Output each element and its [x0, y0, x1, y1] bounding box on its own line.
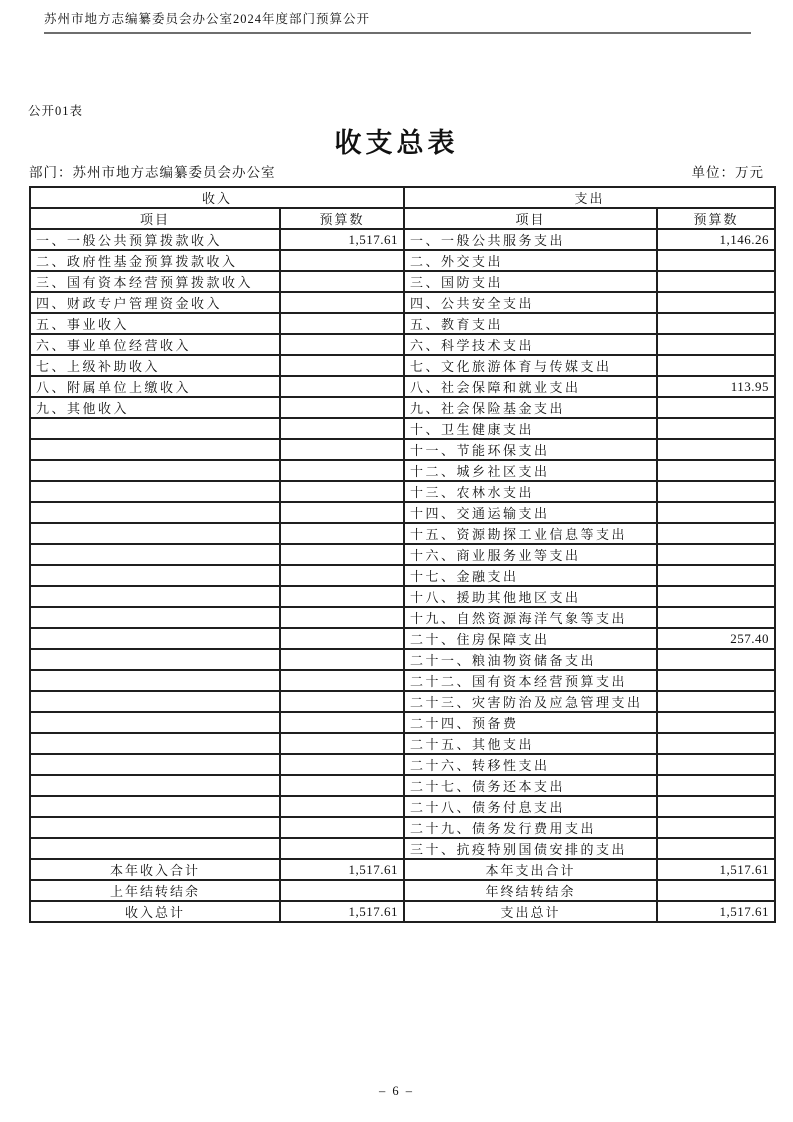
income-budget-cell — [280, 817, 404, 838]
income-item-cell: 八、附属单位上缴收入 — [30, 376, 280, 397]
income-item-cell — [30, 817, 280, 838]
income-budget-cell — [280, 292, 404, 313]
expense-budget-cell — [657, 754, 775, 775]
expense-section-header: 支出 — [404, 187, 775, 208]
income-item-cell — [30, 649, 280, 670]
expense-item-cell: 二十九、债务发行费用支出 — [404, 817, 657, 838]
expense-budget-cell — [657, 838, 775, 859]
income-item-cell — [30, 544, 280, 565]
income-budget-cell — [280, 775, 404, 796]
expense-budget-cell — [657, 712, 775, 733]
income-item-cell — [30, 460, 280, 481]
expense-item-cell: 十八、援助其他地区支出 — [404, 586, 657, 607]
table-row — [30, 271, 775, 292]
table-row — [30, 250, 775, 271]
expense-item-cell: 十七、金融支出 — [404, 565, 657, 586]
income-budget-cell — [280, 649, 404, 670]
income-item-cell — [30, 565, 280, 586]
expense-budget-cell — [657, 502, 775, 523]
income-item-cell — [30, 670, 280, 691]
income-budget-cell — [280, 250, 404, 271]
expense-item-cell: 四、公共安全支出 — [404, 292, 657, 313]
income-budget-cell — [280, 376, 404, 397]
expense-budget-cell — [657, 250, 775, 271]
table-row — [30, 439, 775, 460]
table-row — [30, 586, 775, 607]
income-item-cell — [30, 502, 280, 523]
expense-budget-cell — [657, 649, 775, 670]
revenue-expenditure-table — [29, 186, 776, 923]
income-total-label-cell: 本年收入合计 — [30, 859, 280, 880]
income-budget-cell — [280, 838, 404, 859]
page-number: – 6 – — [379, 1084, 414, 1098]
expense-item-cell: 五、教育支出 — [404, 313, 657, 334]
summary-table-footer — [30, 859, 775, 922]
income-budget-cell — [280, 439, 404, 460]
expense-item-cell: 二、外交支出 — [404, 250, 657, 271]
unit-label: 单位：万元 — [691, 165, 764, 180]
income-budget-cell: 1,517.61 — [280, 229, 404, 250]
page-title: 收支总表 — [334, 128, 459, 158]
income-item-cell — [30, 691, 280, 712]
expense-budget-cell: 113.95 — [657, 376, 775, 397]
income-item-cell: 九、其他收入 — [30, 397, 280, 418]
table-row — [30, 565, 775, 586]
income-total-value-cell: 1,517.61 — [280, 901, 404, 922]
expense-item-cell: 十三、农林水支出 — [404, 481, 657, 502]
income-item-cell — [30, 418, 280, 439]
income-item-cell: 一、一般公共预算拨款收入 — [30, 229, 280, 250]
income-budget-cell — [280, 628, 404, 649]
expense-total-label-cell: 支出总计 — [404, 901, 657, 922]
expense-total-label-cell: 本年支出合计 — [404, 859, 657, 880]
table-row — [30, 292, 775, 313]
expense-item-cell: 二十五、其他支出 — [404, 733, 657, 754]
income-budget-cell — [280, 586, 404, 607]
expense-budget-cell — [657, 418, 775, 439]
expense-budget-cell — [657, 481, 775, 502]
expense-budget-cell — [657, 796, 775, 817]
income-budget-cell — [280, 670, 404, 691]
income-budget-cell — [280, 523, 404, 544]
income-item-cell — [30, 775, 280, 796]
income-budget-column-header: 预算数 — [280, 208, 404, 229]
meta-row — [29, 161, 764, 181]
expense-budget-cell — [657, 355, 775, 376]
table-footer-row — [30, 859, 775, 880]
income-budget-cell — [280, 418, 404, 439]
table-row — [30, 544, 775, 565]
table-row — [30, 838, 775, 859]
expense-item-cell: 一、一般公共服务支出 — [404, 229, 657, 250]
income-budget-cell — [280, 502, 404, 523]
table-row — [30, 355, 775, 376]
income-budget-cell — [280, 271, 404, 292]
expense-total-value-cell — [657, 880, 775, 901]
income-budget-cell — [280, 796, 404, 817]
income-budget-cell — [280, 355, 404, 376]
income-item-cell: 七、上级补助收入 — [30, 355, 280, 376]
expense-item-cell: 八、社会保障和就业支出 — [404, 376, 657, 397]
expense-item-cell: 九、社会保险基金支出 — [404, 397, 657, 418]
expense-item-cell: 三十、抗疫特别国债安排的支出 — [404, 838, 657, 859]
income-item-cell — [30, 733, 280, 754]
income-item-cell: 四、财政专户管理资金收入 — [30, 292, 280, 313]
expense-item-cell: 十四、交通运输支出 — [404, 502, 657, 523]
income-budget-cell — [280, 754, 404, 775]
table-row — [30, 670, 775, 691]
table-row — [30, 817, 775, 838]
table-row — [30, 628, 775, 649]
table-footer-row — [30, 880, 775, 901]
income-item-cell: 五、事业收入 — [30, 313, 280, 334]
table-row — [30, 691, 775, 712]
table-row — [30, 418, 775, 439]
expense-budget-cell — [657, 271, 775, 292]
expense-budget-cell: 257.40 — [657, 628, 775, 649]
expense-budget-cell — [657, 817, 775, 838]
expense-item-cell: 二十八、债务付息支出 — [404, 796, 657, 817]
expense-item-cell: 三、国防支出 — [404, 271, 657, 292]
income-item-cell — [30, 796, 280, 817]
expense-budget-cell — [657, 523, 775, 544]
table-row — [30, 229, 775, 250]
income-total-label-cell: 上年结转结余 — [30, 880, 280, 901]
expense-item-cell: 二十七、债务还本支出 — [404, 775, 657, 796]
income-budget-cell — [280, 565, 404, 586]
table-row — [30, 712, 775, 733]
income-item-column-header: 项目 — [30, 208, 280, 229]
expense-item-cell: 十二、城乡社区支出 — [404, 460, 657, 481]
expense-item-cell: 七、文化旅游体育与传媒支出 — [404, 355, 657, 376]
column-header-row — [30, 208, 775, 229]
expense-budget-cell — [657, 586, 775, 607]
income-item-cell — [30, 712, 280, 733]
expense-item-cell: 十九、自然资源海洋气象等支出 — [404, 607, 657, 628]
income-item-cell — [30, 586, 280, 607]
income-item-cell — [30, 838, 280, 859]
income-section-header: 收入 — [30, 187, 404, 208]
expense-item-cell: 十、卫生健康支出 — [404, 418, 657, 439]
expense-item-cell: 二十六、转移性支出 — [404, 754, 657, 775]
expense-budget-column-header: 预算数 — [657, 208, 775, 229]
income-budget-cell — [280, 460, 404, 481]
expense-total-value-cell: 1,517.61 — [657, 901, 775, 922]
income-item-cell: 六、事业单位经营收入 — [30, 334, 280, 355]
expense-item-cell: 十六、商业服务业等支出 — [404, 544, 657, 565]
expense-budget-cell — [657, 607, 775, 628]
summary-table-body — [30, 229, 775, 859]
expense-budget-cell: 1,146.26 — [657, 229, 775, 250]
table-row — [30, 607, 775, 628]
table-row — [30, 796, 775, 817]
expense-item-cell: 十一、节能环保支出 — [404, 439, 657, 460]
income-budget-cell — [280, 712, 404, 733]
expense-item-cell: 二十一、粮油物资储备支出 — [404, 649, 657, 670]
table-row — [30, 649, 775, 670]
expense-budget-cell — [657, 397, 775, 418]
expense-budget-cell — [657, 334, 775, 355]
income-item-cell — [30, 481, 280, 502]
table-footer-row — [30, 901, 775, 922]
table-row — [30, 502, 775, 523]
income-budget-cell — [280, 733, 404, 754]
expense-total-value-cell: 1,517.61 — [657, 859, 775, 880]
income-item-cell: 二、政府性基金预算拨款收入 — [30, 250, 280, 271]
income-total-value-cell: 1,517.61 — [280, 859, 404, 880]
expense-budget-cell — [657, 439, 775, 460]
income-budget-cell — [280, 313, 404, 334]
expense-item-cell: 二十三、灾害防治及应急管理支出 — [404, 691, 657, 712]
expense-budget-cell — [657, 313, 775, 334]
income-item-cell — [30, 523, 280, 544]
table-row — [30, 397, 775, 418]
income-item-cell — [30, 607, 280, 628]
expense-budget-cell — [657, 691, 775, 712]
expense-item-cell: 二十四、预备费 — [404, 712, 657, 733]
expense-budget-cell — [657, 565, 775, 586]
expense-budget-cell — [657, 775, 775, 796]
expense-item-cell: 二十、住房保障支出 — [404, 628, 657, 649]
table-row — [30, 334, 775, 355]
expense-budget-cell — [657, 460, 775, 481]
department-label: 部门：苏州市地方志编纂委员会办公室 — [29, 165, 276, 180]
table-row — [30, 523, 775, 544]
expense-item-cell: 二十二、国有资本经营预算支出 — [404, 670, 657, 691]
income-budget-cell — [280, 544, 404, 565]
income-budget-cell — [280, 481, 404, 502]
section-header-row — [30, 187, 775, 208]
income-total-label-cell: 收入总计 — [30, 901, 280, 922]
table-row — [30, 775, 775, 796]
income-budget-cell — [280, 397, 404, 418]
income-total-value-cell — [280, 880, 404, 901]
table-code-label: 公开01表 — [28, 104, 84, 118]
expense-item-cell: 六、科学技术支出 — [404, 334, 657, 355]
income-budget-cell — [280, 691, 404, 712]
table-row — [30, 313, 775, 334]
table-row — [30, 376, 775, 397]
table-row — [30, 733, 775, 754]
table-row — [30, 481, 775, 502]
expense-item-cell: 十五、资源勘探工业信息等支出 — [404, 523, 657, 544]
expense-budget-cell — [657, 733, 775, 754]
expense-budget-cell — [657, 544, 775, 565]
income-item-cell — [30, 628, 280, 649]
expense-budget-cell — [657, 292, 775, 313]
table-row — [30, 754, 775, 775]
income-budget-cell — [280, 334, 404, 355]
expense-budget-cell — [657, 670, 775, 691]
expense-item-column-header: 项目 — [404, 208, 657, 229]
expense-total-label-cell: 年终结转结余 — [404, 880, 657, 901]
income-budget-cell — [280, 607, 404, 628]
table-row — [30, 460, 775, 481]
doc-header-title: 苏州市地方志编纂委员会办公室2024年度部门预算公开 — [44, 9, 751, 34]
income-item-cell — [30, 754, 280, 775]
income-item-cell — [30, 439, 280, 460]
income-item-cell: 三、国有资本经营预算拨款收入 — [30, 271, 280, 292]
